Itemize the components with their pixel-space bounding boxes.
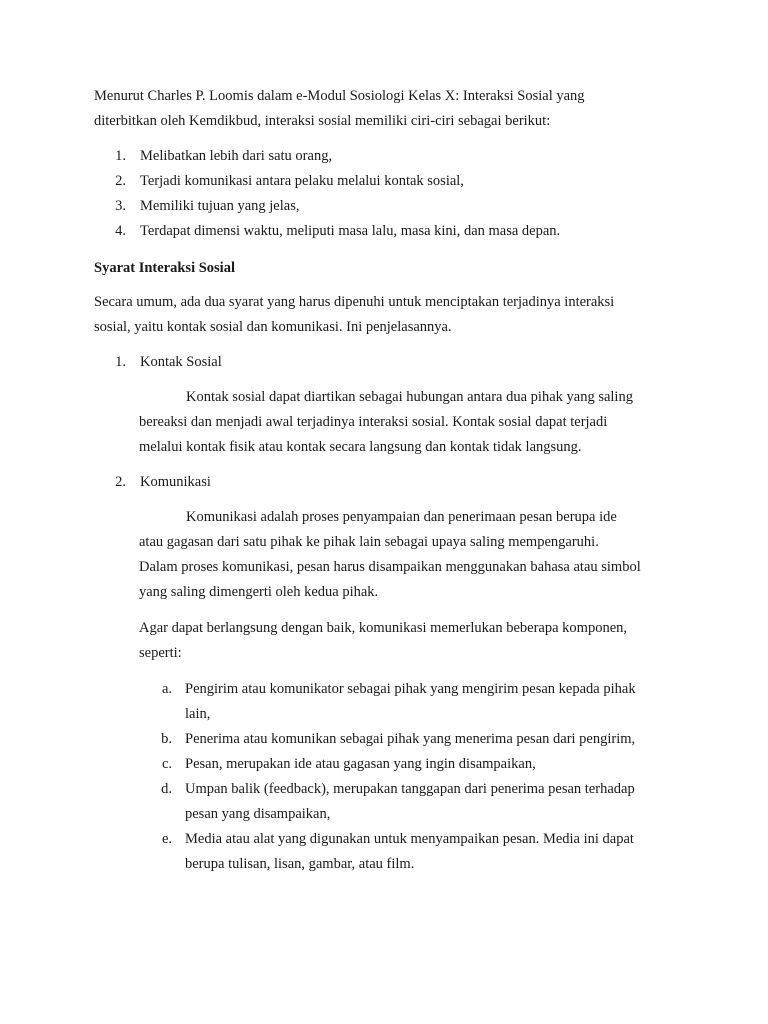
section-heading: Syarat Interaksi Sosial	[94, 260, 235, 276]
intro-line-1: Menurut Charles P. Loomis dalam e-Modul Sosiologi Kelas X: Interaksi Sosial yang	[94, 88, 585, 104]
syarat-paragraph	[94, 290, 684, 340]
list-number: 2.	[115, 474, 126, 490]
komunikasi-line-2: atau gagasan dari satu pihak ke pihak lain sebagai upaya saling mempengaruhi.	[139, 534, 599, 550]
syarat-line-1: Secara umum, ada dua syarat yang harus dipenuhi untuk menciptakan terjadinya interaksi	[94, 294, 615, 310]
list-number: 1.	[115, 148, 126, 164]
list-text: Pengirim atau komunikator sebagai pihak yang mengirim pesan kepada pihak	[185, 681, 636, 697]
kontak-line-1: Kontak sosial dapat diartikan sebagai hubungan antara dua pihak yang saling	[186, 389, 633, 405]
list-letter: c.	[161, 756, 172, 772]
komunikasi-paragraph	[139, 505, 699, 605]
list-text: Melibatkan lebih dari satu orang,	[140, 148, 333, 164]
list-title: Komunikasi	[140, 474, 211, 490]
list-number: 1.	[115, 354, 126, 370]
komponen-intro-paragraph	[139, 616, 699, 666]
komunikasi-line-1: Komunikasi adalah proses penyampaian dan penerimaan pesan berupa ide	[186, 509, 617, 525]
kontak-line-2: bereaksi dan menjadi awal terjadinya interaksi sosial. Kontak sosial dapat terjadi	[139, 414, 608, 430]
komponen-intro-line-2: seperti:	[139, 645, 182, 661]
komponen-intro-line-1: Agar dapat berlangsung dengan baik, komunikasi memerlukan beberapa komponen,	[139, 620, 628, 636]
intro-line-2: diterbitkan oleh Kemdikbud, interaksi sosial memiliki ciri-ciri sebagai berikut:	[94, 113, 551, 129]
list-text-cont: lain,	[185, 706, 211, 722]
list-number: 3.	[115, 198, 126, 214]
list-text: Terdapat dimensi waktu, meliputi masa lalu, masa kini, dan masa depan.	[140, 223, 561, 239]
list-number: 4.	[115, 223, 126, 239]
list-number: 2.	[115, 173, 126, 189]
komunikasi-line-3: Dalam proses komunikasi, pesan harus disampaikan menggunakan bahasa atau simbol	[139, 559, 641, 575]
list-letter: e.	[161, 831, 172, 847]
syarat-line-2: sosial, yaitu kontak sosial dan komunikasi. Ini penjelasannya.	[94, 319, 452, 335]
list-text: Umpan balik (feedback), merupakan tanggapan dari penerima pesan terhadap	[185, 781, 635, 797]
kontak-line-3: melalui kontak fisik atau kontak secara langsung dan kontak tidak langsung.	[139, 439, 582, 455]
list-text-cont: berupa tulisan, lisan, gambar, atau film.	[185, 856, 415, 872]
list-text: Terjadi komunikasi antara pelaku melalui kontak sosial,	[140, 173, 464, 189]
list-letter: d.	[161, 781, 172, 797]
intro-paragraph	[94, 84, 684, 134]
list-text: Media atau alat yang digunakan untuk menyampaikan pesan. Media ini dapat	[185, 831, 634, 847]
kontak-paragraph	[139, 385, 699, 460]
list-letter: a.	[161, 681, 172, 697]
list-text: Memiliki tujuan yang jelas,	[140, 198, 300, 214]
list-title: Kontak Sosial	[140, 354, 222, 370]
list-text-cont: pesan yang disampaikan,	[185, 806, 331, 822]
list-text: Pesan, merupakan ide atau gagasan yang ingin disampaikan,	[185, 756, 536, 772]
list-text: Penerima atau komunikan sebagai pihak yang menerima pesan dari pengirim,	[185, 731, 636, 747]
list-letter: b.	[161, 731, 172, 747]
komunikasi-line-4: yang saling dimengerti oleh kedua pihak.	[139, 584, 379, 600]
